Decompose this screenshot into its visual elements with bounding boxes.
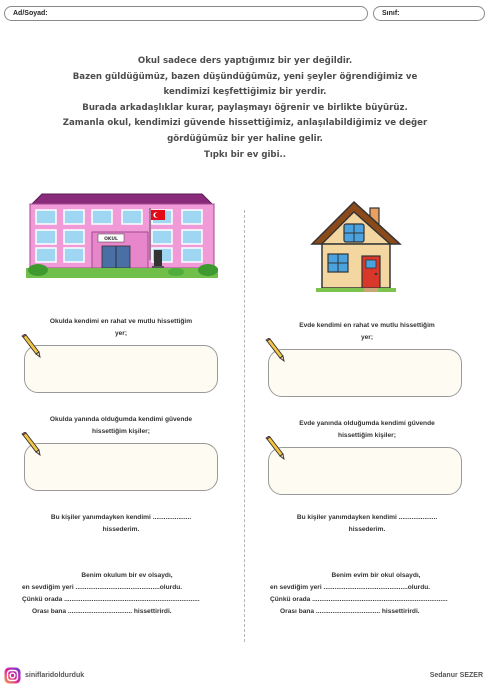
question-line: yer; (360, 334, 374, 341)
class-field[interactable] (373, 6, 485, 21)
column-divider (244, 210, 245, 642)
paragraph-title: Benim okulum bir ev olsaydı, (81, 572, 173, 579)
intro-line: Bazen güldüğümüz, bazen düşündüğümüz, yeni şeyler öğrendiğimiz ve (72, 71, 418, 82)
class-label: Sınıf: (382, 10, 400, 17)
paragraph-line: en sevdiğim yeri ..............................................olurdu. (22, 584, 183, 591)
feeling-line: Bu kişiler yanımdayken kendimi ..................... (50, 514, 192, 521)
intro-line: Zamanla okul, kendimizi güvende hissettiğimiz, anlaşılabildiğimiz ve değer (62, 118, 428, 129)
pencil-icon (20, 432, 42, 456)
left-answer-box-people[interactable] (24, 443, 218, 491)
question-line: Okulda kendimi en rahat ve mutlu hissettiğim (49, 318, 193, 325)
left-answer-box-place[interactable] (24, 345, 218, 393)
pencil-icon (20, 334, 42, 358)
instagram-handle[interactable]: siniflaridoldurduk (25, 672, 85, 679)
intro-line: gördüğümüz bir yer haline gelir. (167, 133, 323, 144)
intro-line: Tıpkı bir ev gibi.. (203, 149, 287, 160)
right-answer-box-place[interactable] (268, 349, 462, 397)
question-line: Okulda yanında olduğumda kendimi güvende (49, 416, 193, 423)
right-feeling-prompt (258, 512, 476, 536)
school-building-illustration (26, 190, 218, 280)
name-field[interactable] (4, 6, 368, 21)
question-line: hissettiğim kişiler; (92, 428, 150, 435)
pencil-icon (264, 436, 286, 460)
question-line: Evde yanında olduğumda kendimi güvende (299, 420, 435, 427)
feeling-line: hissederim. (348, 526, 386, 533)
feeling-line: hissederim. (102, 526, 140, 533)
instagram-icon[interactable] (4, 667, 21, 684)
name-label: Ad/Soyad: (13, 10, 48, 17)
paragraph-title: Benim evim bir okul olsaydı, (331, 572, 421, 579)
school-sign: OKUL (104, 237, 118, 242)
paragraph-line: en sevdiğim yeri ..............................................olurdu. (270, 584, 431, 591)
right-question-safe-people (258, 418, 476, 442)
left-question-favorite-place (14, 316, 228, 340)
paragraph-line: Orası bana ................................... hissettirirdi. (32, 608, 172, 615)
paragraph-line: Çünkü orada .......................................................................... (270, 596, 448, 603)
right-home-paragraph (270, 570, 482, 618)
question-line: Evde kendimi en rahat ve mutlu hissettiğim (299, 322, 435, 329)
pencil-icon (264, 338, 286, 362)
intro-line: Burada arkadaşlıklar kurar, paylaşmayı öğrenir ve birlikte büyürüz. (82, 102, 408, 113)
author-name: Sedanur SEZER (429, 672, 483, 679)
paragraph-line: Orası bana ................................... hissettirirdi. (280, 608, 420, 615)
intro-text (30, 54, 460, 163)
left-question-safe-people (14, 414, 228, 438)
intro-line: Okul sadece ders yaptığımız bir yer değildir. (137, 56, 353, 66)
right-answer-box-people[interactable] (268, 447, 462, 495)
house-illustration (308, 198, 404, 296)
right-question-favorite-place (258, 320, 476, 344)
feeling-line: Bu kişiler yanımdayken kendimi ..................... (296, 514, 438, 521)
intro-line: kendimizi keşfettiğimiz bir yerdir. (163, 87, 327, 98)
paragraph-line: Çünkü orada .......................................................................... (22, 596, 200, 603)
left-feeling-prompt (14, 512, 228, 536)
question-line: yer; (114, 330, 128, 337)
left-school-paragraph (22, 570, 232, 618)
question-line: hissettiğim kişiler; (338, 432, 396, 439)
